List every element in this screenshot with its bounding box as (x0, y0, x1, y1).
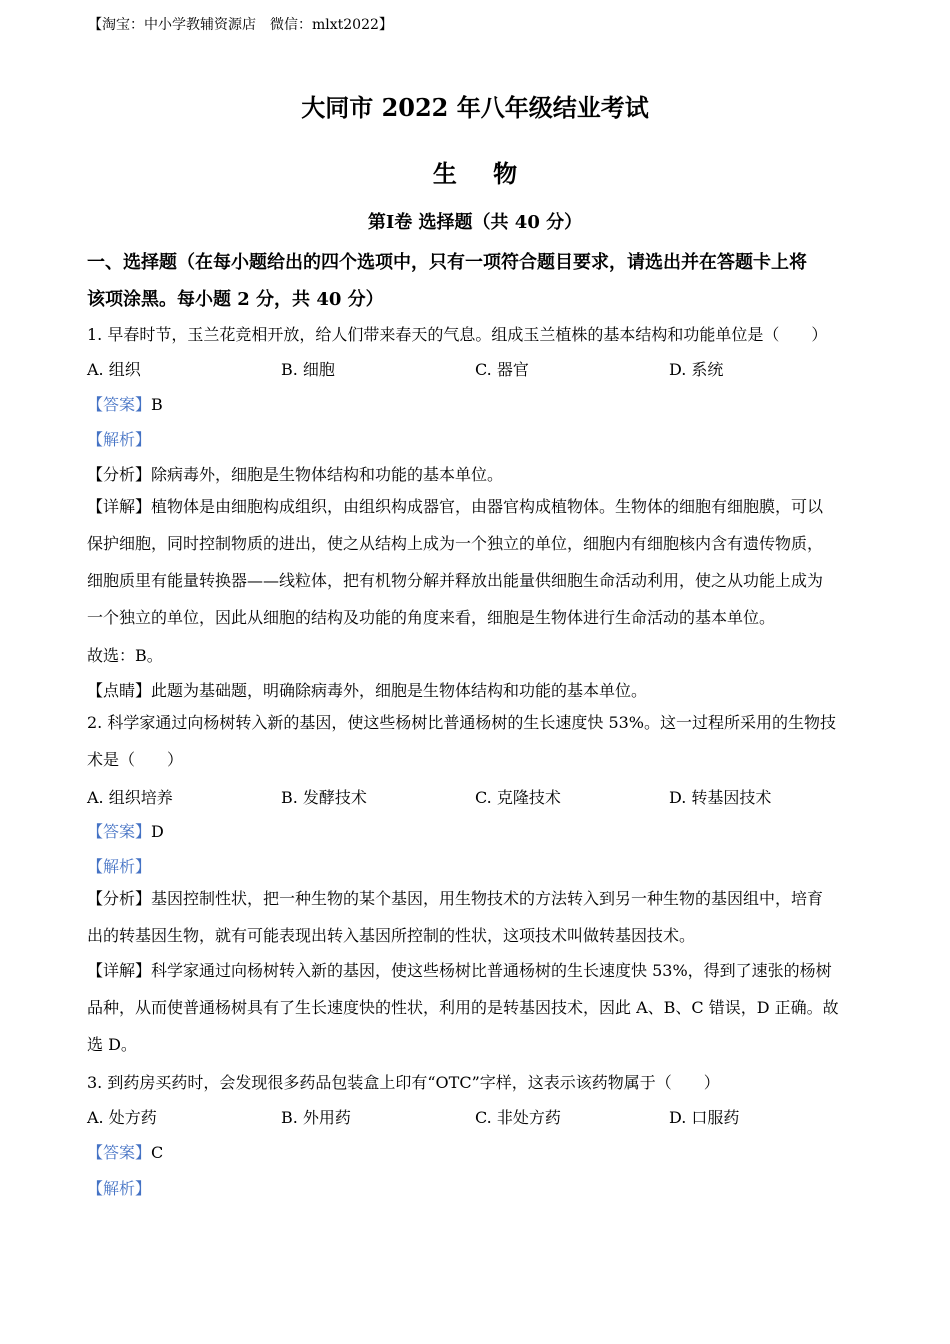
detail-line: 保护细胞，同时控制物质的进出，使之从结构上成为一个独立的单位，细胞内有细胞核内含有遗传物质， (87, 534, 824, 553)
q1-option-c: C. 器官 (475, 360, 529, 379)
q1-option-d: D. 系统 (669, 360, 724, 379)
detail-text: 科学家通过向杨树转入新的基因，使这些杨树比普通杨树的生长速度快 53%，得到了速张的杨树 (151, 961, 832, 980)
detail-label: 【详解】 (87, 961, 152, 980)
detail-label: 【详解】 (87, 497, 152, 516)
answer-value: D (151, 822, 164, 841)
detail-line (87, 952, 867, 989)
detail-line (87, 488, 867, 525)
q3-option-d: D. 口服药 (669, 1108, 740, 1127)
answer-label: 【答案】 (87, 395, 152, 414)
fenxi-text: 除病毒外，细胞是生物体结构和功能的基本单位。 (151, 465, 504, 484)
q2-option-d: D. 转基因技术 (669, 788, 772, 807)
dianjing-text: 此题为基础题，明确除病毒外，细胞是生物体结构和功能的基本单位。 (151, 681, 648, 700)
q3-option-a: A. 处方药 (87, 1108, 157, 1127)
fenxi-line: 出的转基因生物，就有可能表现出转入基因所控制的性状，这项技术叫做转基因技术。 (87, 926, 696, 945)
q2-option-a: A. 组织培养 (87, 788, 173, 807)
q2-detail (87, 952, 867, 1063)
q3-option-c: C. 非处方药 (475, 1108, 561, 1127)
q1-option-a: A. 组织 (87, 360, 141, 379)
stem-line: 2. 科学家通过向杨树转入新的基因，使这些杨树比普通杨树的生长速度快 53%。这一过程所采用的生物技 (87, 713, 837, 732)
detail-line: 选 D。 (87, 1035, 137, 1054)
answer-value: C (151, 1143, 164, 1162)
answer-label: 【答案】 (87, 1143, 152, 1162)
section-heading-line1: 一、选择题（在每小题给出的四个选项中，只有一项符合题目要求，请选出并在答题卡上将 (87, 252, 807, 273)
fenxi-line (87, 880, 867, 917)
q1-stem: 1. 早春时节，玉兰花竞相开放，给人们带来春天的气息。组成玉兰植株的基本结构和功能单位是（ ） (87, 325, 828, 344)
dianjing-label: 【点睛】 (87, 681, 152, 700)
detail-text: 植物体是由细胞构成组织，由组织构成器官，由器官构成植物体。生物体的细胞有细胞膜，可以 (151, 497, 824, 516)
answer-label: 【答案】 (87, 822, 152, 841)
fenxi-label: 【分析】 (87, 889, 152, 908)
q3-stem: 3. 到药房买药时，会发现很多药品包装盒上印有“OTC”字样，这表示该药物属于（ ） (87, 1073, 720, 1092)
q3-option-b: B. 外用药 (281, 1108, 351, 1127)
q2-answer (87, 819, 164, 842)
q2-option-c: C. 克隆技术 (475, 788, 561, 807)
fenxi-text: 基因控制性状，把一种生物的某个基因，用生物技术的方法转入到另一种生物的基因组中，培育 (151, 889, 824, 908)
q3-answer (87, 1140, 163, 1163)
subject-title: 生 物 (432, 159, 532, 188)
q2-analysis-label: 【解析】 (87, 857, 152, 876)
q1-analysis-label: 【解析】 (87, 430, 152, 449)
part-title: 第Ⅰ卷 选择题（共 40 分） (367, 212, 583, 233)
detail-line: 细胞质里有能量转换器——线粒体，把有机物分解并释放出能量供细胞生命活动利用，使之从功能上成为 (87, 571, 824, 590)
stem-line: 术是（ ） (87, 750, 184, 769)
q2-stem (87, 704, 867, 778)
q1-fenxi (87, 462, 503, 485)
q1-option-b: B. 细胞 (281, 360, 335, 379)
q1-detail (87, 488, 867, 636)
section-heading-line2: 该项涂黑。每小题 2 分，共 40 分） (87, 289, 384, 310)
q2-option-b: B. 发酵技术 (281, 788, 367, 807)
q2-fenxi (87, 880, 867, 954)
answer-value: B (151, 395, 163, 414)
fenxi-label: 【分析】 (87, 465, 152, 484)
detail-line: 品种，从而使普通杨树具有了生长速度快的性状，利用的是转基因技术，因此 A、B、C 错误，D 正确。故 (87, 998, 839, 1017)
exam-title: 大同市 2022 年八年级结业考试 (301, 93, 649, 122)
header-note: 【淘宝：中小学教辅资源店 微信：mlxt2022】 (88, 17, 393, 33)
q1-answer (87, 392, 163, 415)
q3-analysis-label: 【解析】 (87, 1179, 152, 1198)
detail-line: 一个独立的单位，因此从细胞的结构及功能的角度来看，细胞是生物体进行生命活动的基本单位。 (87, 608, 776, 627)
q1-dianjing (87, 678, 647, 701)
q1-choice: 故选：B。 (87, 646, 163, 665)
